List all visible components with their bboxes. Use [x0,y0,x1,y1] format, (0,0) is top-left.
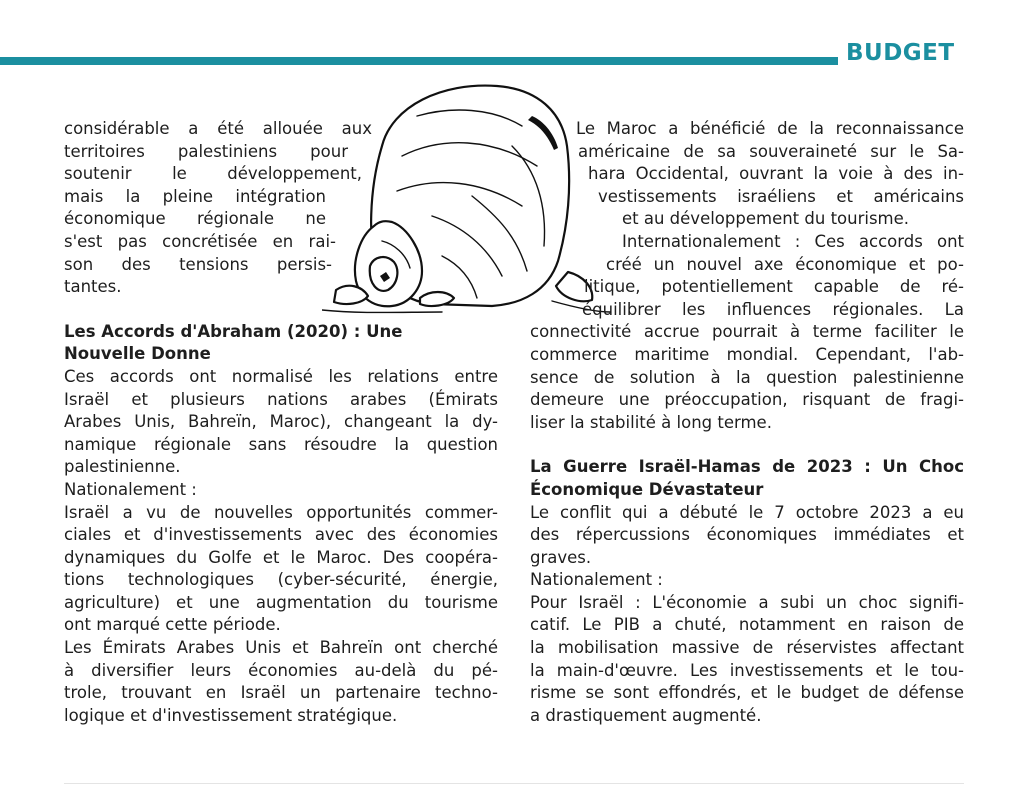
heading-line: Nouvelle Donne [64,344,211,364]
text-line: catif. Le PIB a chuté, notamment en raison de [530,615,964,635]
right-column [530,118,964,727]
text-line: risme se sont effondrés, et le budget de défense [530,683,964,703]
text-line: la mobilisation massive de réservistes affectant [530,638,964,658]
text-line: tions technologiques (cyber-sécurité, énergie, [64,570,498,590]
text-line: Internationalement : Ces accords ont [622,231,964,251]
text-line: Pour Israël : L'économie a subi un choc signifi- [530,592,964,612]
international-paragraph [530,231,964,434]
text-line: et au développement du tourisme. [622,209,910,229]
heading-line: La Guerre Israël-Hamas de 2023 : Un Choc [530,457,964,477]
intro-paragraph [64,118,498,299]
page-divider [64,783,964,784]
text-line: sence de solution à la question palestinienne [530,367,964,387]
text-line: créé un nouvel axe économique et po- [606,254,964,274]
text-line: la main-d'œuvre. Les investissements et le tou- [530,660,964,680]
text-line: litique, potentiellement capable de ré- [584,277,964,297]
text-line: américaine de sa souveraineté sur le Sa- [578,141,964,161]
national-label: Nationalement : [530,570,663,590]
gulf-paragraph [64,637,498,727]
text-line: a drastiquement augmenté. [530,705,762,725]
war-paragraph [530,502,964,570]
text-line: équilibrer les influences régionales. La [582,299,964,319]
israel-economy-paragraph [530,592,964,728]
abraham-heading [64,321,498,366]
text-line: dynamiques du Golfe et le Maroc. Des coopéra- [64,547,498,567]
text-line: des répercussions économiques immédiates et [530,525,964,545]
text-line: Les Émirats Arabes Unis et Bahreïn ont cherché [64,638,498,658]
text-line: palestinienne. [64,457,181,477]
text-line: graves. [530,547,592,567]
war-heading [530,456,964,501]
text-line: demeure une préoccupation, risquant de fragi- [530,390,964,410]
text-line: ciales et d'investissements avec des économies [64,525,498,545]
section-title: BUDGET [846,40,955,66]
text-line: Israël a vu de nouvelles opportunités commer- [64,502,498,522]
text-line: ont marqué cette période. [64,615,281,635]
national-label: Nationalement : [64,479,197,499]
text-line: tantes. [64,277,122,297]
text-line: Ces accords ont normalisé les relations entre [64,366,498,386]
heading-line: Économique Dévastateur [530,479,764,499]
text-line: hara Occidental, ouvrant la voie à des in- [588,164,964,184]
text-line: agriculture) et une augmentation du tourisme [64,592,498,612]
text-line: connectivité accrue pourrait à terme faciliter le [530,322,964,342]
heading-line: Les Accords d'Abraham (2020) : Une [64,321,403,341]
text-line: liser la stabilité à long terme. [530,412,772,432]
text-line: vestissements israéliens et américains [598,186,964,206]
section-rule [0,57,838,65]
text-line: logique et d'investissement stratégique. [64,705,398,725]
text-line: à diversifier leurs économies au-delà du pé- [64,660,498,680]
text-line: Arabes Unis, Bahreïn, Maroc), changeant la dy- [64,412,498,432]
text-line: Israël et plusieurs nations arabes (Émirats [64,389,498,409]
israel-paragraph [64,502,498,638]
abraham-paragraph [64,366,498,479]
maroc-paragraph [530,118,964,231]
text-line: s'est pas concrétisée en rai- [64,231,336,251]
text-line: Le conflit qui a débuté le 7 octobre 2023 a eu [530,502,964,522]
text-line: Le Maroc a bénéficié de la reconnaissance [576,119,964,138]
text-line: mais la pleine intégration [64,186,326,206]
text-line: économique régionale ne [64,209,326,229]
text-line: territoires palestiniens pour [64,141,348,161]
text-line: soutenir le développement, [64,164,362,184]
text-line: commerce maritime mondial. Cependant, l'ab- [530,344,964,364]
text-line: trole, trouvant en Israël un partenaire techno- [64,683,498,703]
text-line: considérable a été allouée aux [64,119,372,138]
text-line: son des tensions persis- [64,254,332,274]
left-column [64,118,498,727]
text-line: namique régionale sans résoudre la question [64,434,498,454]
